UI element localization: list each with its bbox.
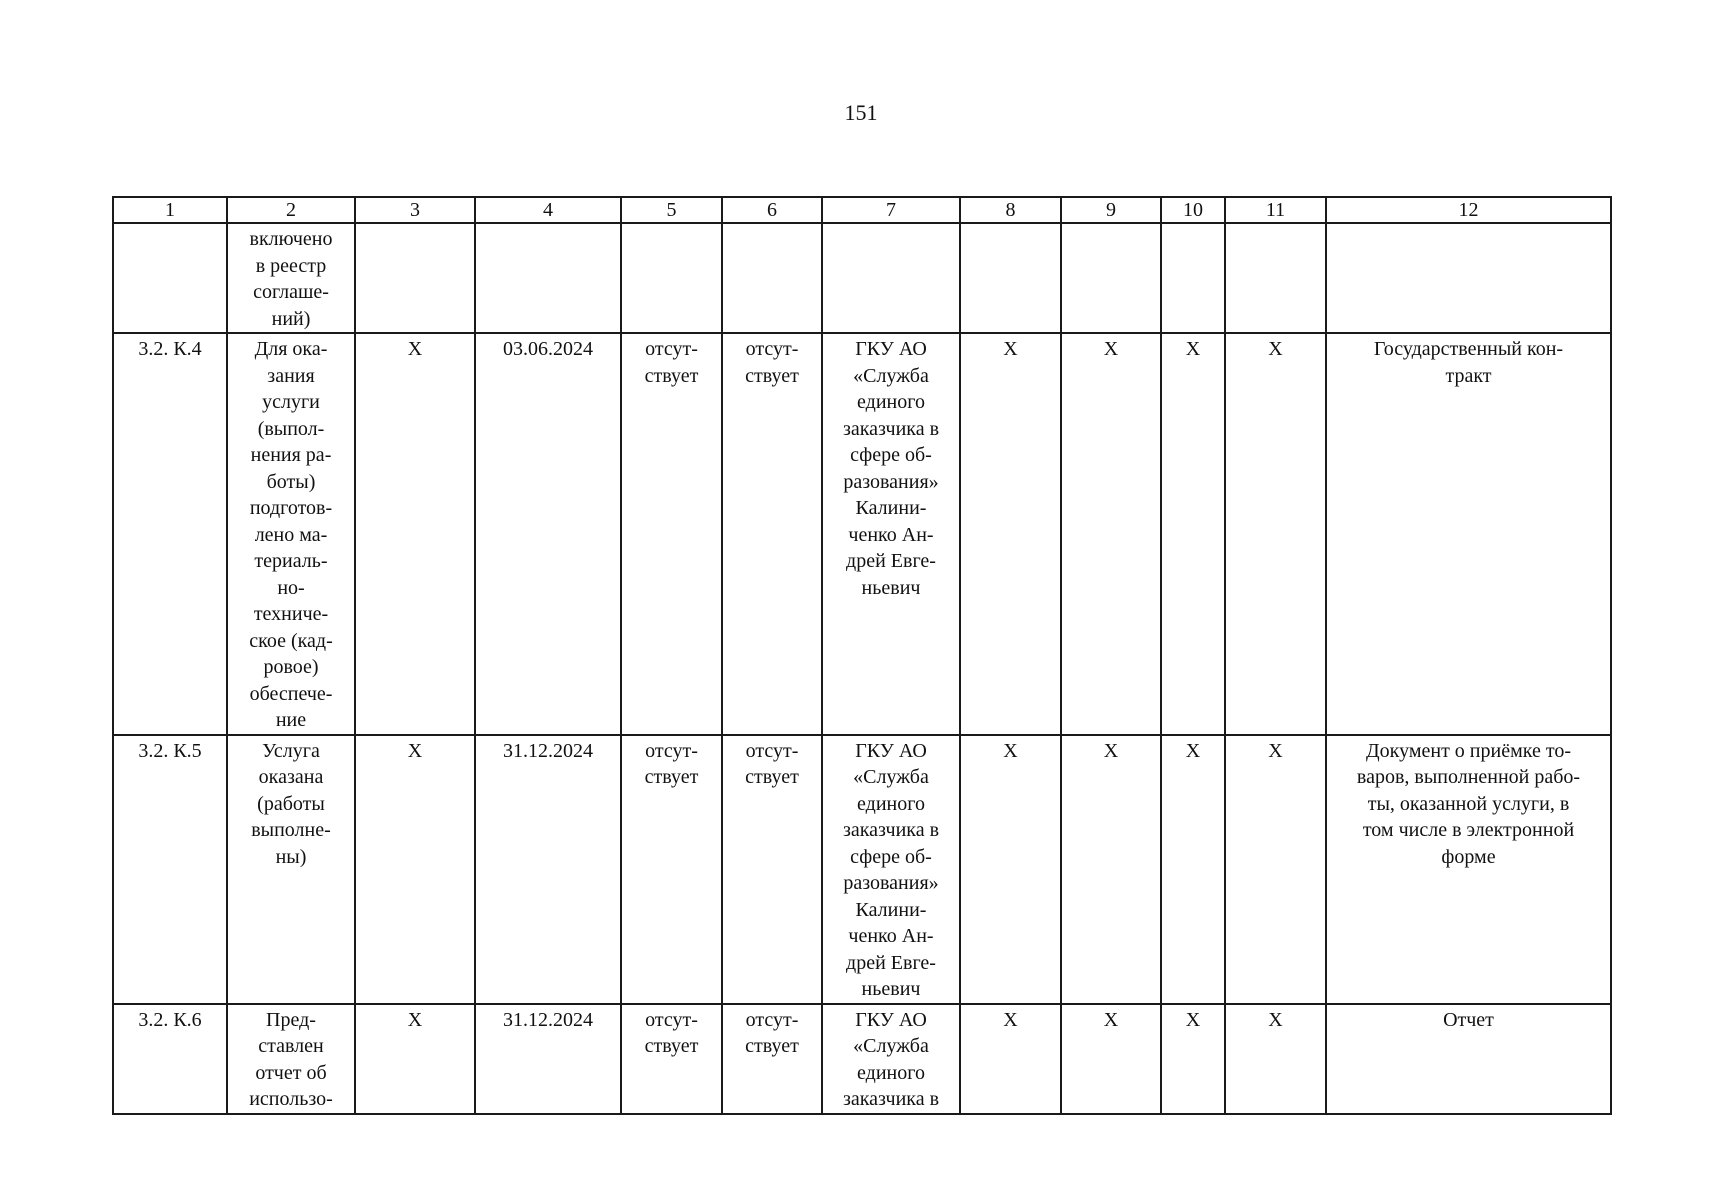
cell-text-line: заказчика в	[842, 819, 940, 841]
cell-text-line: 3.2. К.4	[138, 338, 202, 360]
table-cell-col-3	[355, 333, 475, 735]
cell-text-line: X	[1185, 1008, 1201, 1031]
cell-text-line: 3.2. К.5	[138, 739, 202, 762]
table-cell-col-1	[113, 333, 227, 735]
column-header-7: 7	[822, 197, 960, 223]
cell-text-line: «Служба	[853, 1035, 929, 1057]
cell-text-line: ченко Ан-	[848, 523, 934, 546]
column-header-11: 11	[1225, 197, 1326, 223]
cell-text-line: выполне-	[251, 819, 331, 841]
cell-text-line: X	[1003, 739, 1018, 762]
table-cell-col-4	[475, 735, 621, 1004]
cell-text-line: заказчика в	[842, 1088, 940, 1110]
cell-text-line: обеспече-	[249, 682, 333, 705]
cell-text-line: Документ о приёмке то-	[1366, 739, 1571, 762]
cell-text-line: 31.12.2024	[503, 1008, 593, 1031]
cell-text-line: X	[1003, 1008, 1018, 1031]
cell-text-line: X	[1003, 338, 1018, 360]
table-cell-col-10	[1161, 1004, 1225, 1114]
table-cell-col-6	[722, 735, 822, 1004]
table-cell-col-6	[722, 333, 822, 735]
schedule-table	[112, 196, 1612, 1115]
cell-text-line: Калини-	[855, 497, 927, 519]
cell-text-line: ствует	[644, 766, 699, 788]
cell-text-line: отсут-	[645, 1008, 698, 1031]
cell-text-line: ставлен	[258, 1035, 324, 1057]
table-cell-col-9	[1061, 333, 1161, 735]
cell-text-line: Отчет	[1443, 1008, 1494, 1031]
cell-text-line: ние	[275, 709, 307, 731]
table-cell-col-8	[960, 223, 1061, 333]
cell-text-line: лено ма-	[254, 523, 328, 546]
table-cell-col-7	[822, 223, 960, 333]
cell-text-line: X	[1103, 338, 1119, 360]
cell-text-line: 31.12.2024	[503, 739, 593, 762]
table-cell-col-8	[960, 333, 1061, 735]
cell-text-line: отчет об	[255, 1061, 327, 1084]
cell-text-line: ствует	[745, 1035, 799, 1057]
table-cell-col-10	[1161, 333, 1225, 735]
cell-text-line: ское (кад-	[249, 629, 333, 652]
cell-text-line: ГКУ АО	[855, 1008, 927, 1031]
cell-text-line: (выпол-	[257, 417, 325, 440]
cell-text-line: варов, выполненной рабо-	[1356, 766, 1581, 788]
table-cell-col-7	[822, 333, 960, 735]
cell-text-line: ствует	[745, 364, 799, 387]
table-cell-col-12	[1326, 735, 1611, 1004]
cell-text-line: териаль-	[254, 550, 328, 572]
cell-text-line: ченко Ан-	[848, 925, 934, 947]
cell-text-line: включено	[249, 228, 333, 250]
cell-text-line: использо-	[249, 1088, 333, 1110]
cell-text-line: разования»	[843, 470, 939, 493]
table-cell-col-4	[475, 1004, 621, 1114]
cell-text-line: боты)	[266, 470, 316, 493]
table-cell-col-9	[1061, 735, 1161, 1004]
table-cell-col-10	[1161, 735, 1225, 1004]
cell-text-line: подготов-	[249, 497, 333, 519]
page-number: 151	[844, 100, 878, 125]
table-cell-col-7	[822, 1004, 960, 1114]
cell-text-line: единого	[857, 391, 925, 413]
table-cell-col-10	[1161, 223, 1225, 333]
table-cell-col-11	[1225, 333, 1326, 735]
table-header-row	[113, 197, 1611, 223]
table-cell-col-8	[960, 735, 1061, 1004]
cell-text-line: дрей Евге-	[846, 550, 936, 572]
table-cell-col-8	[960, 1004, 1061, 1114]
cell-text-line: X	[1268, 739, 1283, 762]
cell-text-line: Услуга	[262, 739, 320, 762]
cell-text-line: зания	[267, 364, 315, 387]
cell-text-line: X	[1103, 1008, 1119, 1031]
table-cell-col-9	[1061, 223, 1161, 333]
table-cell-col-2	[227, 1004, 355, 1114]
table-cell-col-6	[722, 223, 822, 333]
cell-text-line: Государственный кон-	[1373, 338, 1564, 360]
cell-text-line: отсут-	[645, 739, 698, 762]
cell-text-line: отсут-	[745, 1008, 799, 1031]
cell-text-line: техниче-	[253, 603, 329, 625]
cell-text-line: ГКУ АО	[855, 338, 927, 360]
cell-text-line: ты, оказанной услуги, в	[1367, 792, 1570, 815]
cell-text-line: Для ока-	[254, 338, 328, 360]
table-cell-col-1	[113, 1004, 227, 1114]
cell-text-line: единого	[857, 1061, 925, 1084]
cell-text-line: услуги	[262, 391, 320, 413]
table-cell-col-2	[227, 333, 355, 735]
cell-text-line: дрей Евге-	[846, 951, 936, 974]
cell-text-line: сфере об-	[850, 444, 932, 466]
table-cell-col-3	[355, 735, 475, 1004]
cell-text-line: нения ра-	[250, 444, 332, 466]
cell-text-line: форме	[1441, 845, 1496, 868]
cell-text-line: Калини-	[855, 898, 927, 921]
column-header-10: 10	[1161, 197, 1225, 223]
table-cell-col-12	[1326, 333, 1611, 735]
table-row	[113, 735, 1611, 1004]
table-cell-col-3	[355, 1004, 475, 1114]
column-header-1: 1	[113, 197, 227, 223]
column-header-12: 12	[1326, 197, 1611, 223]
cell-text-line: отсут-	[745, 338, 799, 360]
cell-text-line: ствует	[644, 364, 699, 387]
table-cell-col-2	[227, 735, 355, 1004]
cell-text-line: том числе в электронной	[1362, 819, 1575, 841]
table-cell-col-12	[1326, 223, 1611, 333]
table-cell-col-4	[475, 333, 621, 735]
table-cell-col-5	[621, 223, 722, 333]
column-header-9: 9	[1061, 197, 1161, 223]
table-cell-col-5	[621, 1004, 722, 1114]
cell-text-line: ровое)	[263, 656, 319, 678]
table-row	[113, 1004, 1611, 1114]
table-cell-col-1	[113, 735, 227, 1004]
cell-text-line: X	[1185, 739, 1201, 762]
table-cell-col-2	[227, 223, 355, 333]
cell-text-line: отсут-	[745, 739, 799, 762]
cell-text-line: ньевич	[861, 978, 921, 1000]
column-header-5: 5	[621, 197, 722, 223]
table-cell-col-7	[822, 735, 960, 1004]
cell-text-line: Пред-	[266, 1008, 316, 1031]
table-cell-col-11	[1225, 223, 1326, 333]
cell-text-line: X	[407, 739, 423, 762]
table-cell-col-3	[355, 223, 475, 333]
cell-text-line: 3.2. К.6	[138, 1008, 202, 1031]
column-header-3: 3	[355, 197, 475, 223]
cell-text-line: X	[1268, 338, 1283, 360]
table-cell-col-11	[1225, 1004, 1326, 1114]
cell-text-line: единого	[857, 792, 925, 815]
table-cell-col-5	[621, 735, 722, 1004]
table-cell-col-9	[1061, 1004, 1161, 1114]
table-cell-col-5	[621, 333, 722, 735]
table-cell-col-11	[1225, 735, 1326, 1004]
table-cell-col-6	[722, 1004, 822, 1114]
cell-text-line: ГКУ АО	[855, 739, 927, 762]
cell-text-line: в реестр	[255, 254, 327, 277]
table-cell-col-1	[113, 223, 227, 333]
cell-text-line: ны)	[275, 845, 307, 868]
cell-text-line: тракт	[1445, 364, 1492, 387]
cell-text-line: сфере об-	[850, 845, 932, 868]
cell-text-line: «Служба	[853, 766, 929, 788]
column-header-8: 8	[960, 197, 1061, 223]
cell-text-line: соглаше-	[253, 281, 329, 303]
table-row	[113, 223, 1611, 333]
table-cell-col-4	[475, 223, 621, 333]
cell-text-line: ствует	[745, 766, 799, 788]
column-header-2: 2	[227, 197, 355, 223]
cell-text-line: отсут-	[645, 338, 698, 360]
column-header-6: 6	[722, 197, 822, 223]
cell-text-line: (работы	[257, 792, 325, 815]
table-cell-col-12	[1326, 1004, 1611, 1114]
cell-text-line: ньевич	[861, 576, 921, 599]
table-row	[113, 333, 1611, 735]
cell-text-line: X	[407, 338, 423, 360]
cell-text-line: «Служба	[853, 364, 929, 387]
cell-text-line: разования»	[843, 872, 939, 894]
cell-text-line: ствует	[644, 1035, 699, 1057]
cell-text-line: но-	[277, 576, 305, 599]
cell-text-line: X	[1185, 338, 1201, 360]
cell-text-line: X	[407, 1008, 423, 1031]
cell-text-line: X	[1268, 1008, 1283, 1031]
cell-text-line: ний)	[271, 307, 311, 330]
cell-text-line: 03.06.2024	[503, 338, 593, 360]
cell-text-line: заказчика в	[842, 417, 940, 440]
cell-text-line: X	[1103, 739, 1119, 762]
cell-text-line: оказана	[258, 766, 324, 788]
column-header-4: 4	[475, 197, 621, 223]
